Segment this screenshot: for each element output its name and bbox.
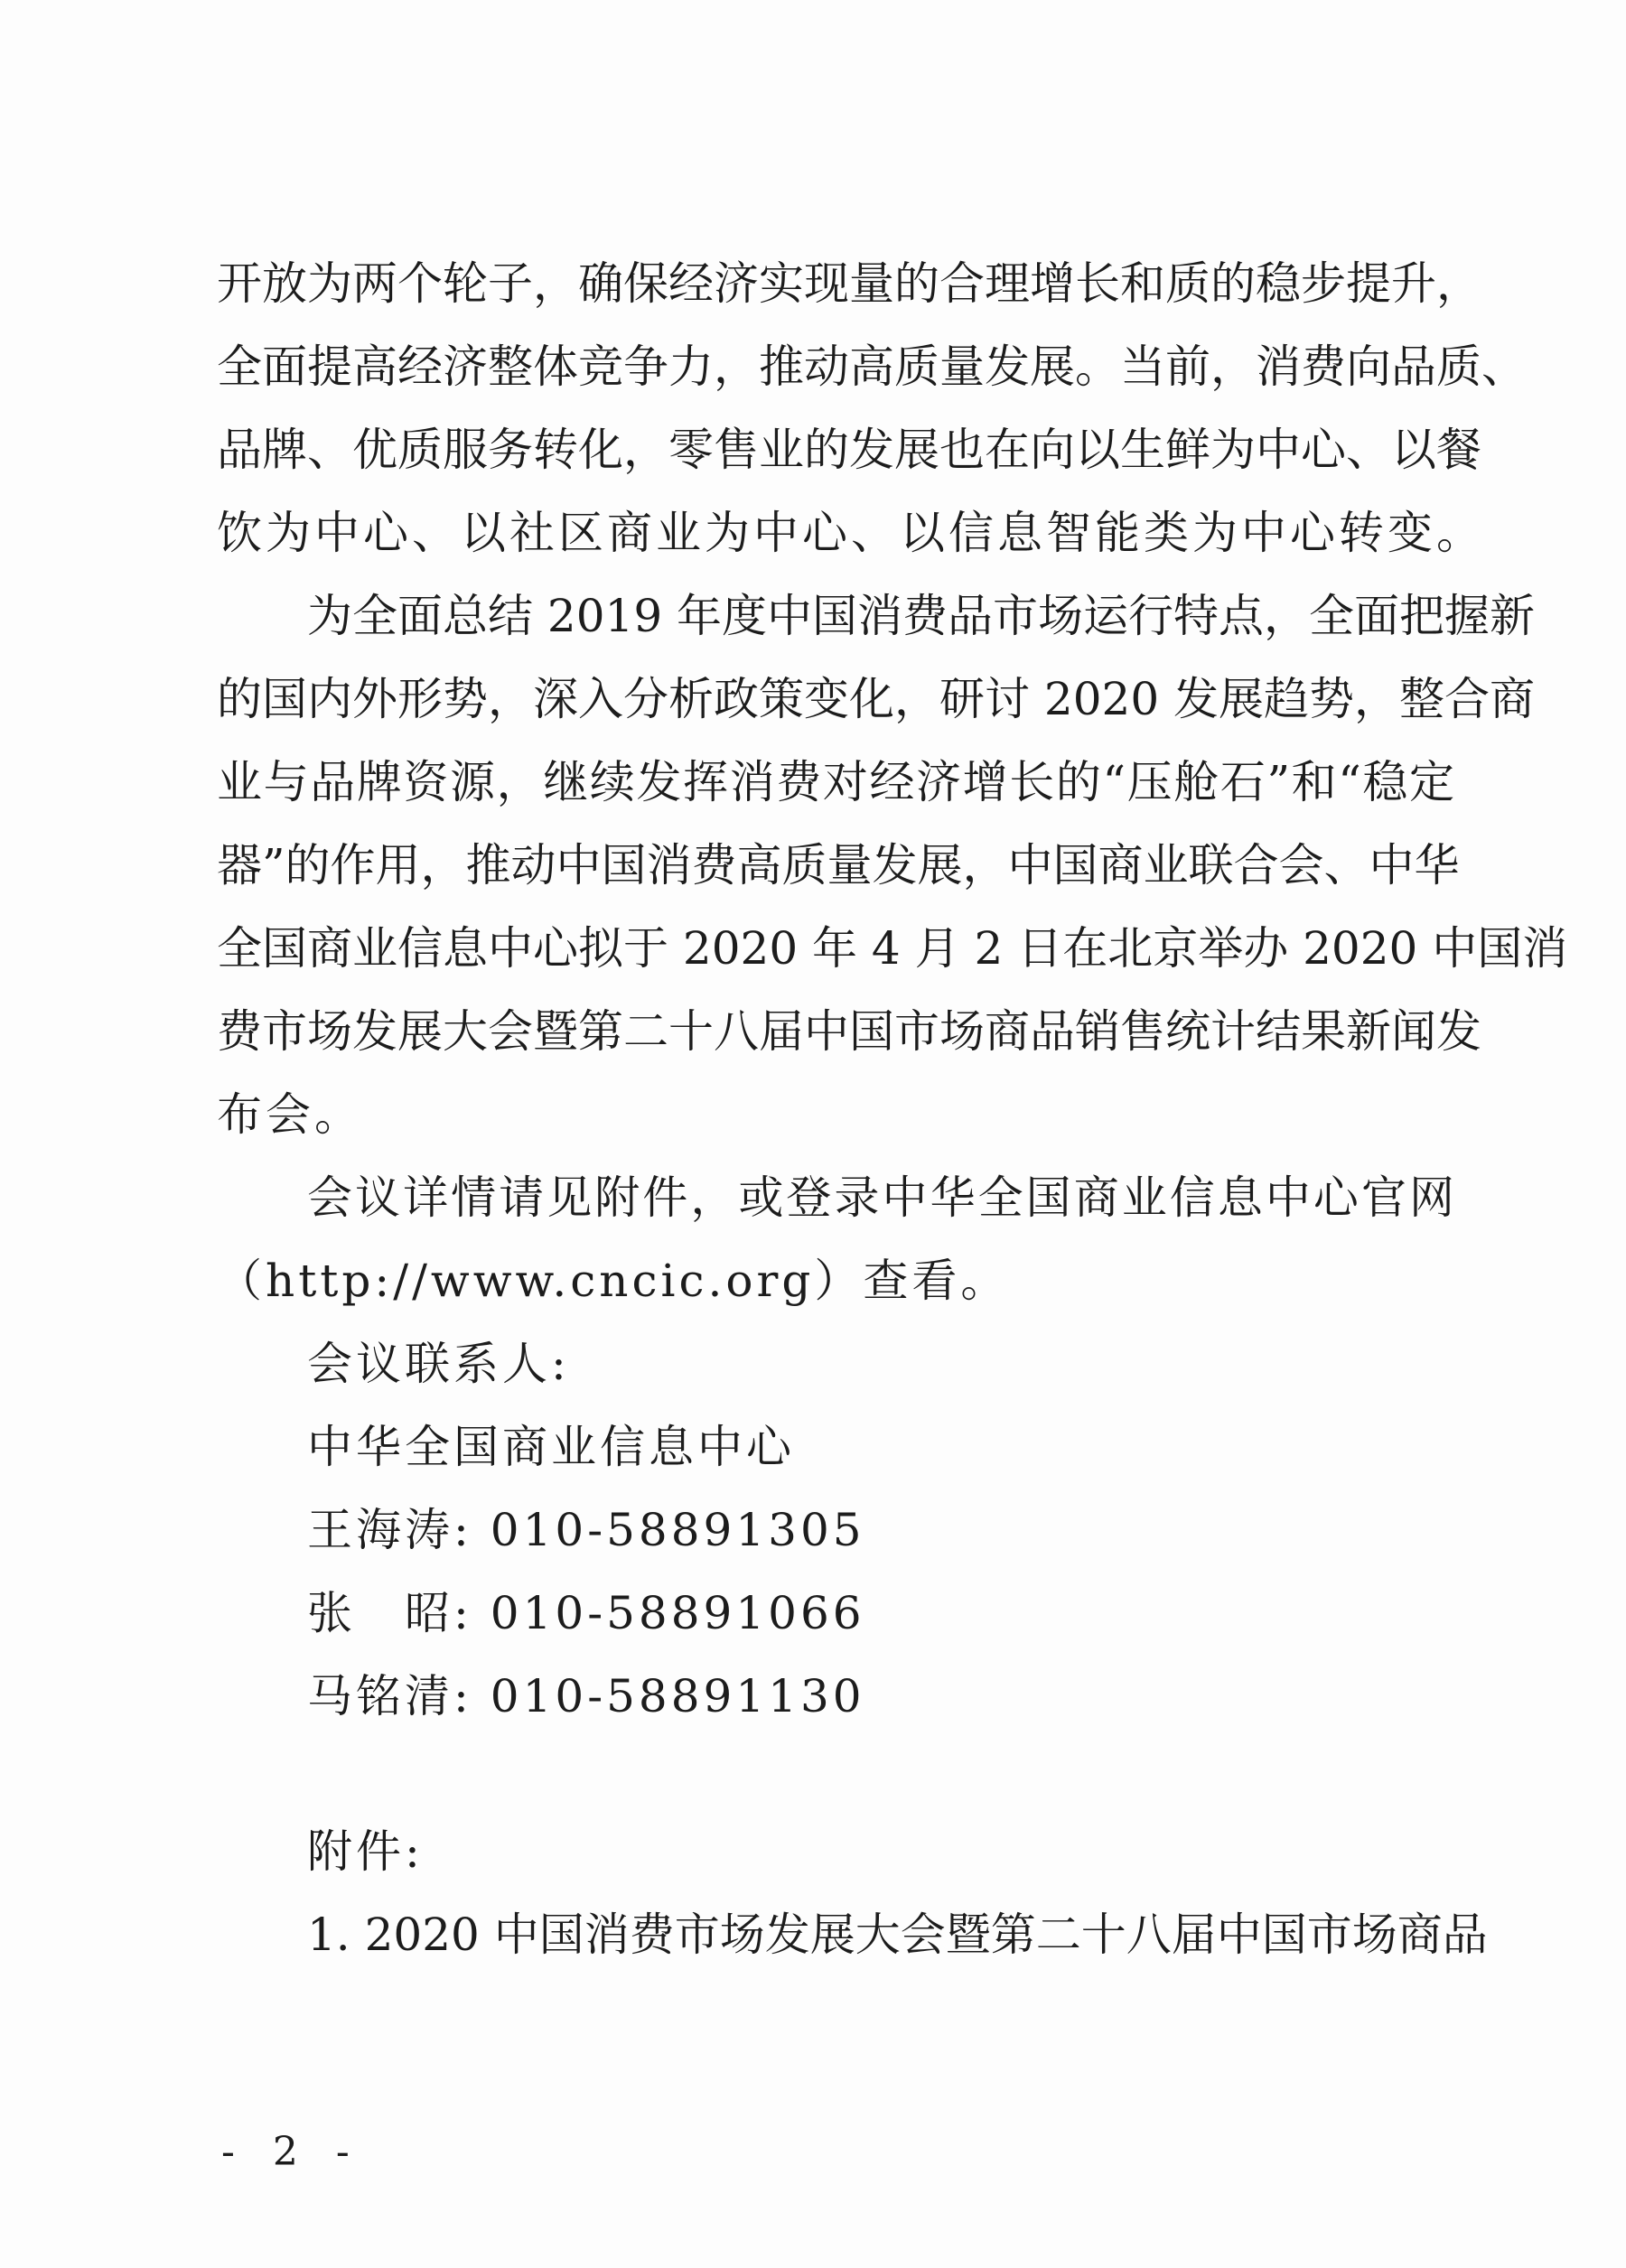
- paragraph-2-line-2: 的国内外形势，深入分析政策变化，研讨 2020 发展趋势，整合商: [217, 673, 1536, 725]
- page-number: - 2 -: [221, 2129, 362, 2175]
- paragraph-2-line-5: 全国商业信息中心拟于 2020 年 4 月 2 日在北京举办 2020 中国消: [217, 922, 1568, 975]
- contact-name: 马铭清:: [307, 1670, 472, 1722]
- contact-name: 王海涛:: [307, 1504, 472, 1556]
- paragraph-3-line-1: 会议详情请见附件，或登录中华全国商业信息中心官网: [307, 1171, 1454, 1224]
- paragraph-1-line-3: 品牌、优质服务转化，零售业的发展也在向以生鲜为中心、以餐: [217, 424, 1481, 476]
- paragraph-1-line-2: 全面提高经济整体竞争力，推动高质量发展。当前，消费向品质、: [217, 341, 1527, 393]
- contact-row: [307, 1586, 865, 1640]
- contact-phone: 010-58891305: [490, 1504, 865, 1556]
- attachment-item-1: 1. 2020 中国消费市场发展大会暨第二十八届中国市场商品: [307, 1909, 1488, 1961]
- paragraph-2-line-4: 器”的作用，推动中国消费高质量发展，中国商业联合会、中华: [217, 839, 1460, 891]
- attachments-heading: 附件:: [307, 1825, 424, 1878]
- paragraph-2-line-1: 为全面总结 2019 年度中国消费品市场运行特点，全面把握新: [307, 590, 1536, 642]
- contact-name: 张 昭:: [307, 1587, 472, 1639]
- contact-phone: 010-58891066: [490, 1587, 865, 1639]
- paragraph-1-line-1: 开放为两个轮子，确保经济实现量的合理增长和质的稳步提升，: [217, 257, 1481, 310]
- contacts-organization: 中华全国商业信息中心: [307, 1421, 795, 1473]
- paragraph-3-line-2: （http://www.cncic.org）查看。: [217, 1255, 1010, 1307]
- contact-row: [307, 1503, 865, 1557]
- paragraph-2-line-6: 费市场发展大会暨第二十八届中国市场商品销售统计结果新闻发: [217, 1005, 1481, 1058]
- contacts-heading: 会议联系人:: [307, 1338, 570, 1390]
- paragraph-1-line-4: 饮为中心、以社区商业为中心、以信息智能类为中心转变。: [217, 507, 1485, 559]
- paragraph-2-line-7: 布会。: [217, 1088, 363, 1141]
- paragraph-2-line-3: 业与品牌资源，继续发挥消费对经济增长的“压舱石”和“稳定: [217, 756, 1454, 808]
- contact-phone: 010-58891130: [490, 1670, 865, 1722]
- contact-row: [307, 1669, 865, 1723]
